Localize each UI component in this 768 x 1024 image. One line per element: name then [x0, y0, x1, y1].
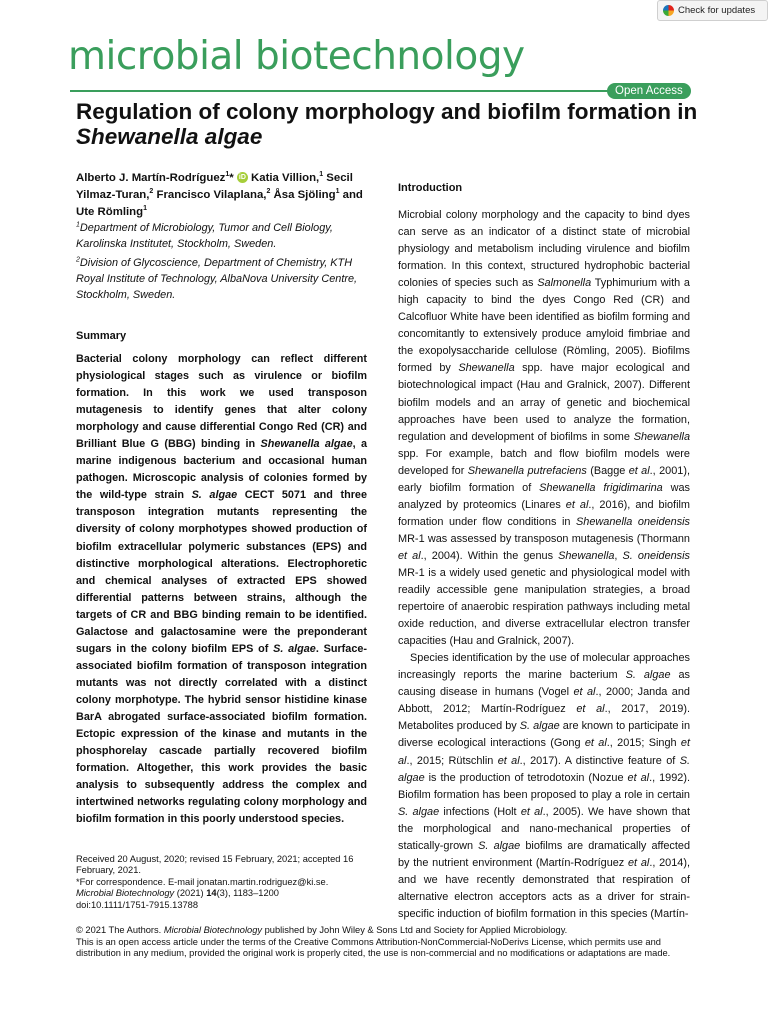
- summary-heading: Summary: [76, 330, 127, 342]
- check-for-updates-label: Check for updates: [678, 5, 756, 16]
- introduction-heading: Introduction: [398, 182, 463, 194]
- crossmark-icon: [663, 5, 674, 16]
- article-title-species: Shewanella algae: [76, 124, 263, 149]
- article-title: [76, 99, 716, 149]
- affiliation-2: $^2$Division of Glycoscience, Department of Chemistry, KTH Royal Institute of Technology, AlbaNova University Centre, Stockholm, Sweden.: [76, 256, 358, 301]
- header-divider: [70, 90, 610, 92]
- author-list: Alberto J. Martín-Rodríguez$^1$* iD Katia Villion,$^1$ Secil Yilmaz-Turan,$^2$ Francisco Vilaplana,$^2$ Åsa Sjöling$^1$ and Ute Römling$^1$: [76, 171, 363, 218]
- open-access-badge: Open Access: [607, 83, 691, 99]
- introduction-paragraph-1: Microbial colony morphology and the capacity to bind dyes can serve as an indicator of a distinct state of microbial physiology and metabolism including virulence and biofilm formation. In this context, structured hydrophobic bacterial colonies of species such as Salmonella Typhimurium with a high capacity to bind the dyes Congo Red (CR) and Calcofluor White have been identified as biofilm forming and concomitantly to extensively produce amyloid fimbriae and the exopolysaccharide cellulose (Römling, 2005). Biofilms formed by Shewanella spp. have major ecological and biotechnological impact (Hau and Gralnick, 2007). Different biofilm models and an array of genetic and biochemical approaches have been used to analyze the formation, regulation and development of biofilms in some Shewanella spp. For example, batch and flow biofilm models were developed for Shewanella putrefaciens (Bagge et al., 2001), early biofilm formation of Shewanella frigidimarina was analyzed by proteomics (Linares et al., 2016), and biofilm formation under flow conditions in Shewanella oneidensis MR-1 was assessed by transposon mutagenesis (Thormann et al., 2004). Within the genus Shewanella, S. oneidensis MR-1 is a widely used genetic and physiological model with readily accessible gene manipulation strategies, a broad repertoire of anaerobic respiration pathways including metal oxide reduction, and diverse extracellular electron transfer capacities (Hau and Gralnick, 2007).: [398, 209, 691, 648]
- journal-name: microbial biotechnology: [68, 34, 525, 79]
- introduction-paragraph-2: Species identification by the use of molecular approaches increasingly reports the marine bacterium S. algae as causing disease in humans (Vogel et al., 2000; Janda and Abbott, 2012; Martín-Rodríguez et al., 2017, 2019). Metabolites produced by S. algae are known to participate in diverse ecological interactions (Gong et al., 2015; Singh et al., 2015; Rütschlin et al., 2017). A distinctive feature of S. algae is the production of tetrodotoxin (Nozue et al., 1992). Biofilm formation has been proposed to play a role in certain S. algae infections (Holt et al., 2005). We have shown that the morphological and nano-mechanical properties of statically-grown S. algae biofilms are dramatically affected by the nutrient environment (Martín-Rodríguez et al., 2014), and we have recently demonstrated that respiration of alternative electron acceptors acts as a driver for strain-specific induction of biofilm formation in this species (Martín-: [398, 652, 691, 920]
- article-title-text: Regulation of colony morphology and biofilm formation in: [76, 99, 698, 124]
- received-info: Received 20 August, 2020; revised 15 February, 2021; accepted 16 February, 2021. *For correspondence. E-mail jonatan.martin.rodriguez@ki.se. Microbial Biotechnology (2021) 14(3), 1183–1200 doi:10.1111/1751-7915.13788: [76, 854, 354, 910]
- introduction-body: [398, 207, 690, 923]
- affiliations: [76, 220, 376, 306]
- affiliation-1: $^1$Department of Microbiology, Tumor and Cell Biology, Karolinska Institutet, Stockholm, Sweden.: [76, 221, 333, 250]
- copyright-notice: [76, 925, 696, 960]
- check-for-updates-button[interactable]: [657, 0, 768, 21]
- summary-body: Bacterial colony morphology can reflect different physiological stages such as virulence or biofilm formation. In this work we used transposon mutagenesis to identify genes that alter colony morphology and cause differential Congo Red (CR) and Brilliant Blue G (BBG) binding in Shewanella algae, a marine indigenous bacterium and occasional human pathogen. Microscopic analysis of colonies formed by the wild-type strain S. algae CECT 5071 and three transposon integration mutants representing the diversity of colony morphotypes showed production of biofilm extracellular polymeric substances (EPS) and distinctive morphological alterations. Electrophoretic and chemical analyses of extracted EPS showed differential patterns between strains, although the targets of CR and BBG binding remain to be identified. Galactose and galactosamine were the preponderant sugars in the colony biofilm EPS of S. algae. Surface-associated biofilm formation of transposon integration mutants was not directly correlated with a distinct colony morphotype. The hybrid sensor histidine kinase BarA abrogated surface-associated biofilm formation. Ectopic expression of the kinase and mutants in the phosphorelay cascade partially recovered biofilm formation. Altogether, this work provides the basic analysis to subsequently address the complex and intertwined networks regulating colony morphology and biofilm formation in this poorly understood species.: [76, 353, 367, 826]
- license-line: This is an open access article under the terms of the Creative Commons Attribution-NonCommercial-NoDerivs License, which permits use and distribution in any medium, provided the original work is properly cited, the use is non-commercial and no modifications or adaptations are made.: [76, 936, 671, 959]
- orcid-icon[interactable]: iD: [238, 174, 246, 182]
- copyright-line: © 2021 The Authors. Microbial Biotechnology published by John Wiley & Sons Ltd and Society for Applied Microbiology.: [76, 925, 568, 935]
